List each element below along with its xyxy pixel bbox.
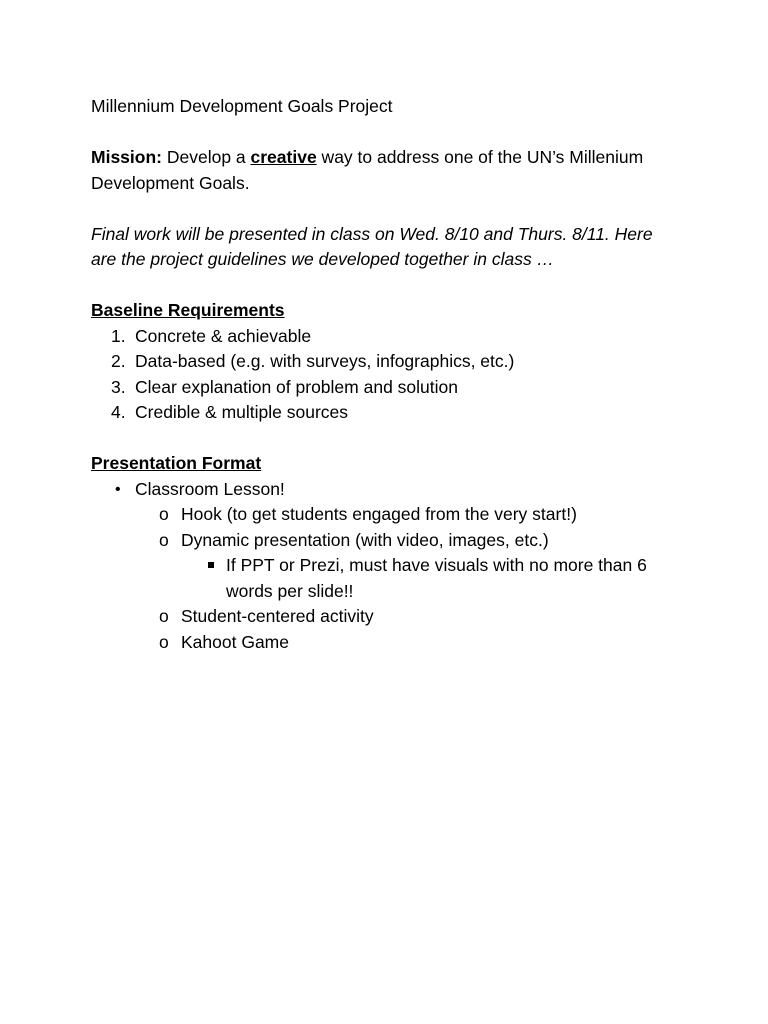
bullet-icon: • bbox=[115, 480, 121, 498]
spacer bbox=[91, 426, 711, 452]
mission-text-line2: Development Goals. bbox=[91, 172, 250, 193]
spacer bbox=[91, 196, 711, 222]
list-item bbox=[91, 502, 711, 528]
document-page bbox=[91, 94, 711, 655]
mission-emphasis: creative bbox=[250, 147, 317, 167]
list-number: 1. bbox=[111, 325, 126, 346]
mission-text-after: way to address one of the UN’s Millenium bbox=[316, 147, 644, 167]
intro-line2: are the project guidelines we developed together in class … bbox=[91, 249, 555, 269]
baseline-heading: Baseline Requirements bbox=[91, 300, 285, 320]
presentation-heading: Presentation Format bbox=[91, 453, 262, 473]
square-bullet-icon bbox=[208, 562, 214, 568]
baseline-list bbox=[91, 324, 711, 426]
list-item bbox=[91, 528, 711, 554]
list-item-text: Kahoot Game bbox=[181, 631, 289, 652]
circle-bullet-icon: o bbox=[159, 529, 169, 550]
list-item-text: Student-centered activity bbox=[181, 606, 374, 626]
mission-paragraph bbox=[91, 145, 711, 196]
intro-paragraph bbox=[91, 222, 711, 273]
list-item-text: Classroom Lesson! bbox=[135, 478, 285, 499]
circle-bullet-icon: o bbox=[159, 606, 169, 626]
list-item bbox=[91, 604, 711, 630]
list-item bbox=[91, 375, 711, 401]
list-item-text: Clear explanation of problem and solution bbox=[135, 376, 458, 397]
intro-line1: Final work will be presented in class on Wed. 8/10 and Thurs. 8/11. Here bbox=[91, 223, 653, 244]
list-number: 3. bbox=[111, 376, 126, 397]
mission-text-before: Develop a bbox=[161, 147, 251, 167]
list-item bbox=[91, 349, 711, 375]
list-item bbox=[91, 553, 711, 604]
document-title: Millennium Development Goals Project bbox=[91, 96, 393, 116]
list-item bbox=[91, 324, 711, 350]
spacer bbox=[91, 273, 711, 299]
list-item bbox=[91, 630, 711, 656]
list-number: 4. bbox=[111, 402, 126, 422]
list-item-text: If PPT or Prezi, must have visuals with no more than 6 words per slide!! bbox=[226, 555, 647, 601]
list-number: 2. bbox=[111, 351, 126, 371]
list-item-text: Concrete & achievable bbox=[135, 325, 312, 346]
list-item-text: Dynamic presentation (with video, images, etc.) bbox=[181, 529, 549, 550]
list-item-text: Hook (to get students engaged from the very start!) bbox=[181, 504, 577, 524]
circle-bullet-icon: o bbox=[159, 631, 169, 652]
list-item-text: Credible & multiple sources bbox=[135, 402, 349, 422]
list-item bbox=[91, 400, 711, 426]
list-item-text: Data-based (e.g. with surveys, infographics, etc.) bbox=[135, 351, 515, 371]
mission-label: Mission: bbox=[91, 147, 162, 167]
presentation-list bbox=[91, 477, 711, 656]
list-item bbox=[91, 477, 711, 503]
spacer bbox=[91, 120, 711, 146]
circle-bullet-icon: o bbox=[159, 504, 169, 524]
